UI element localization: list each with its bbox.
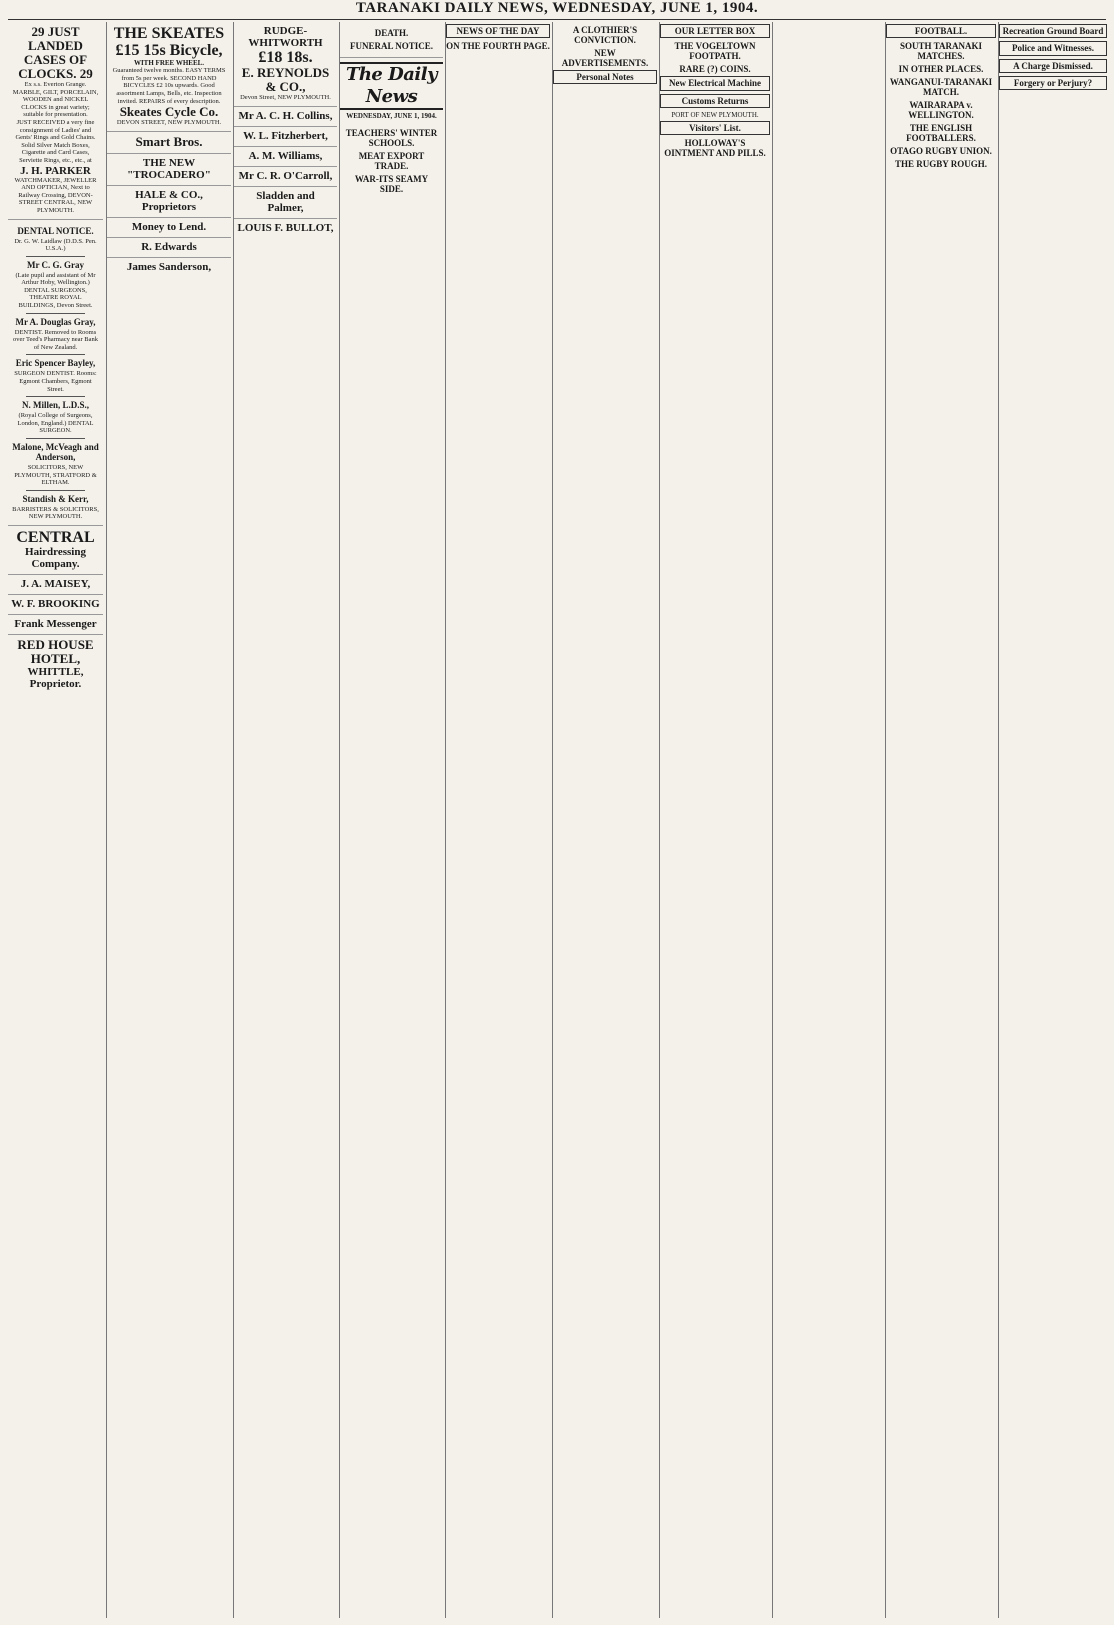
reynolds-title: E. REYNOLDS & CO., <box>241 65 330 94</box>
prof-2-name: Mr A. Douglas Gray, <box>15 316 96 327</box>
prof-1-name: Mr C. G. Gray <box>26 259 85 270</box>
football-heading: FOOTBALL. <box>886 24 996 38</box>
electrical-heading: New Electrical Machine <box>660 76 770 90</box>
advertisements-heading: NEW ADVERTISEMENTS. <box>561 48 649 68</box>
column-7 <box>659 22 770 1618</box>
wairarapa-heading: WAIRARAPA v. WELLINGTON. <box>908 100 974 121</box>
prof-5-name: Malone, McVeagh and Anderson, <box>12 442 99 462</box>
english-heading: THE ENGLISH FOOTBALLERS. <box>906 123 976 144</box>
hale-ad <box>107 186 231 218</box>
masthead-rule <box>8 19 1106 20</box>
issue-date: WEDNESDAY, JUNE 1, 1904. <box>346 112 437 120</box>
edwards-ad <box>107 238 231 258</box>
trocadero-title: THE NEW "TROCADERO" <box>127 156 211 181</box>
police-heading: Police and Witnesses. <box>999 41 1107 55</box>
bullot-name: LOUIS F. BULLOT, <box>237 221 334 234</box>
prof-1-body: (Late pupil and assistant of Mr Arthur Hoby, Wellington.) DENTAL SURGEONS, THEATRE ROYAL BUILDINGS, Devon Street. <box>15 271 96 310</box>
death-notice <box>340 22 443 58</box>
clocks-headline: 29 JUST LANDED CASES OF CLOCKS. 29 <box>18 24 93 81</box>
prof-3-name: Eric Spencer Bayley, <box>15 358 96 369</box>
trocadero-ad <box>107 154 231 186</box>
prof-4-name: N. Millen, L.D.S., <box>21 400 89 411</box>
ocarroll-ad <box>234 167 337 187</box>
parker-name: J. H. PARKER <box>20 164 91 177</box>
whittle-name: WHITTLE, Proprietor. <box>27 665 84 690</box>
clocks-body: MARBLE, GILT, PORCELAIN, WOODEN and NICKEL CLOCKS in great variety; suitable for presentation. <box>12 88 99 119</box>
column-4 <box>339 22 443 1618</box>
editorial <box>340 122 443 200</box>
customs-heading: Customs Returns <box>660 94 770 108</box>
maisey-name: J. A. MAISEY, <box>20 577 91 590</box>
rudge-title: RUDGE-WHITWORTH <box>248 25 323 49</box>
prof-5-body: SOLICITORS, NEW PLYMOUTH, STRATFORD & ELTHAM. <box>14 464 97 487</box>
fitzherbert-name: W. L. Fitzherbert, <box>243 129 328 142</box>
column-6 <box>552 22 657 1618</box>
column-1 <box>8 22 103 1618</box>
personal-notes-heading: Personal Notes <box>553 70 657 84</box>
charge-heading: A Charge Dismissed. <box>999 59 1107 73</box>
messenger-ad <box>8 615 103 635</box>
editorial-heading: TEACHERS' WINTER SCHOOLS. <box>345 128 438 149</box>
money-title: Money to Lend. <box>131 220 207 233</box>
smart-title: Smart Bros. <box>135 133 203 149</box>
war-heading: WAR-ITS SEAMY SIDE. <box>354 174 429 195</box>
letter-box-heading: OUR LETTER BOX <box>660 24 770 38</box>
visitors-heading: Visitors' List. <box>660 121 770 135</box>
column-5 <box>445 22 550 1618</box>
maisey-ad <box>8 575 103 595</box>
hale-title: HALE & CO., Proprietors <box>135 188 203 213</box>
williams-ad <box>234 147 337 167</box>
redhouse-ad <box>8 635 103 694</box>
prof-0-name: DENTAL NOTICE. <box>17 225 94 236</box>
death-heading: DEATH. <box>374 28 409 38</box>
sanderson-title: James Sanderson, <box>126 260 212 273</box>
messenger-name: Frank Messenger <box>14 617 97 630</box>
conviction-heading: A CLOTHIER'S CONVICTION. <box>572 25 638 45</box>
skeates-cycle: Skeates Cycle Co. <box>119 104 219 120</box>
edwards-title: R. Edwards <box>141 240 197 253</box>
redhouse-name: RED HOUSE HOTEL, <box>17 636 94 666</box>
central-title: CENTRAL <box>16 528 95 546</box>
funeral-heading: FUNERAL NOTICE. <box>349 41 433 51</box>
column-9 <box>885 22 996 1618</box>
fourth-page-heading: ON THE FOURTH PAGE. <box>446 41 550 52</box>
prof-3-body: SURGEON DENTIST. Rooms: Egmont Chambers, Egmont Street. <box>14 370 97 393</box>
fitzherbert-ad <box>234 127 337 147</box>
watches-text: Solid Silver Match Boxes, Cigarette and Card Cases, Serviette Rings, etc., etc., at <box>19 141 92 164</box>
brooking-ad <box>8 595 103 615</box>
sanderson-ad <box>107 258 231 277</box>
nameplate: The Daily News <box>340 62 443 110</box>
other-heading: IN OTHER PLACES. <box>898 64 984 75</box>
smart-ad <box>107 132 231 154</box>
recreation-heading: Recreation Ground Board <box>999 24 1107 38</box>
column-8 <box>772 22 883 1618</box>
column-10 <box>998 22 1107 1618</box>
prof-2-body: DENTIST. Removed to Rooms over Teed's Pharmacy near Bank of New Zealand. <box>12 328 99 351</box>
clocks-ad <box>8 22 103 220</box>
wanganui-heading: WANGANUI-TARANAKI MATCH. <box>889 77 993 98</box>
reynolds-addr: Devon Street, NEW PLYMOUTH. <box>240 94 331 101</box>
professional-list <box>8 220 103 526</box>
collins-ad <box>234 107 337 127</box>
jewellery-text: JUST RECEIVED a very fine consignment of Ladies' and Gents' Rings and Gold Chains. <box>15 118 96 142</box>
footpath-heading: THE VOGELTOWN FOOTPATH. <box>674 41 756 62</box>
column-2 <box>106 22 231 1618</box>
otago-heading: OTAGO RUGBY UNION. <box>890 146 992 157</box>
skeates-addr: DEVON STREET, NEW PLYMOUTH. <box>116 119 222 127</box>
holloway-heading: HOLLOWAY'S OINTMENT AND PILLS. <box>664 138 766 159</box>
parker-sub: WATCHMAKER, JEWELLER AND OPTICIAN, Next to Railway Crossing, DEVON-STREET CENTRAL, NEW PLYMOUTH. <box>14 176 97 214</box>
skeates-ad <box>107 22 231 132</box>
bullot-ad <box>234 219 337 238</box>
rough-heading: THE RUGBY ROUGH. <box>895 159 987 170</box>
skeates-body: Guaranteed twelve months. EASY TERMS from 5s per week. SECOND HAND BICYCLES £2 10s upwards. Good assortment Lamps, Bells, etc. Inspection invited. REPAIRS of every description. <box>112 67 226 105</box>
skeates-price: £15 15s Bicycle, <box>115 42 223 59</box>
prof-4-body: (Royal College of Surgeons, London, England.) DENTAL SURGEON. <box>17 412 94 435</box>
prof-6-name: Standish & Kerr, <box>22 493 89 504</box>
central-sub: Hairdressing Company. <box>25 545 86 570</box>
williams-name: A. M. Williams, <box>248 149 323 162</box>
skeates-title: THE SKEATES <box>113 25 225 42</box>
rudge-ad <box>234 22 337 107</box>
money-ad <box>107 218 231 238</box>
sladden-ad <box>234 187 337 219</box>
brooking-name: W. F. BROOKING <box>11 597 100 610</box>
port-heading: PORT OF NEW PLYMOUTH. <box>671 110 759 119</box>
rudge-price: £18 18s. <box>258 49 313 66</box>
south-heading: SOUTH TARANAKI MATCHES. <box>900 41 982 62</box>
sladden-name: Sladden and Palmer, <box>256 189 315 214</box>
clocks-sub: Ex s.s. Everton Grange. <box>24 81 87 88</box>
forgery-heading: Forgery or Perjury? <box>999 76 1107 90</box>
central-ad <box>8 526 103 575</box>
masthead: TARANAKI DAILY NEWS, WEDNESDAY, JUNE 1, 1904. <box>355 0 759 16</box>
column-3 <box>233 22 337 1618</box>
news-of-day-heading: NEWS OF THE DAY <box>446 24 550 38</box>
prof-6-body: BARRISTERS & SOLICITORS, NEW PLYMOUTH. <box>12 505 99 521</box>
ocarroll-name: Mr C. R. O'Carroll, <box>238 169 333 182</box>
meat-heading: MEAT EXPORT TRADE. <box>358 151 425 172</box>
prof-0-body: Dr. G. W. Laidlaw (D.D.S. Pen. U.S.A.) <box>14 237 97 253</box>
coins-heading: RARE (?) COINS. <box>679 64 751 75</box>
skeates-sub: WITH FREE WHEEL. <box>133 59 205 67</box>
collins-name: Mr A. C. H. Collins, <box>238 109 333 122</box>
